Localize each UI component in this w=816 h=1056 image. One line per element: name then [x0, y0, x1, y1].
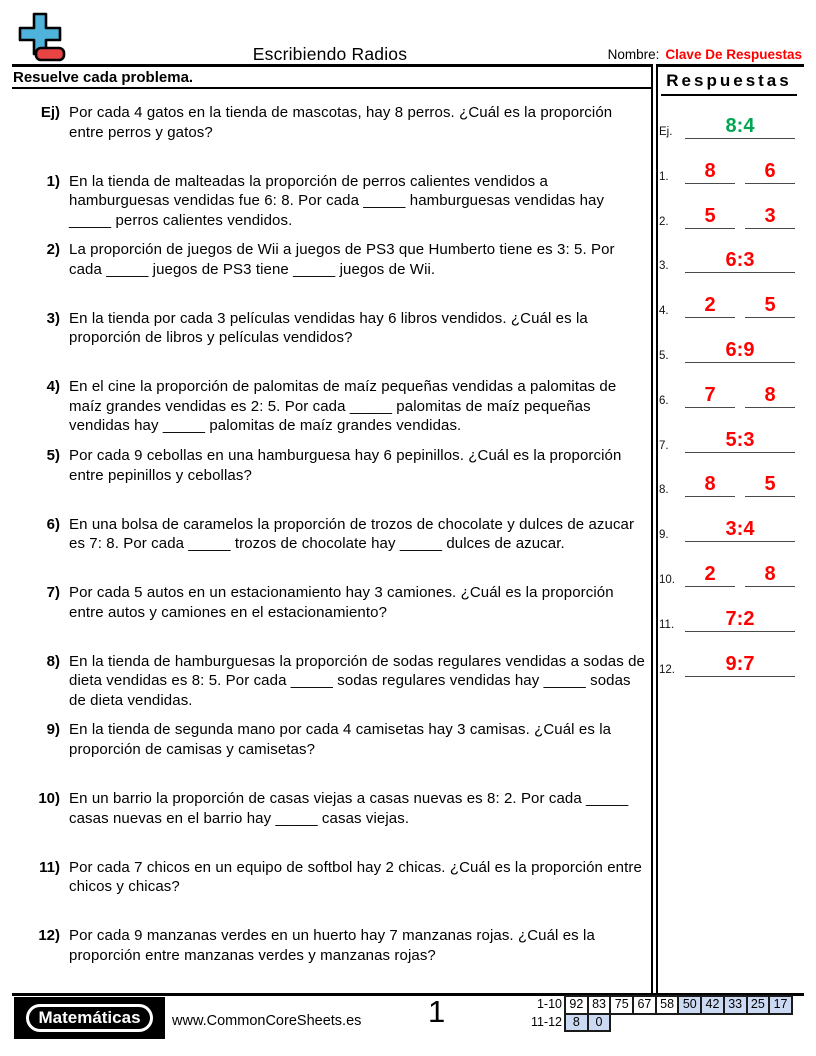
- answer-label: 6.: [659, 394, 669, 407]
- answer-label: Ej.: [659, 126, 673, 138]
- matematicas-logo: [14, 997, 165, 1039]
- answer-value: 5: [764, 473, 776, 496]
- score-cell: 33: [723, 995, 748, 1015]
- score-row: [522, 1013, 793, 1033]
- answer-value: 2: [704, 294, 716, 317]
- problem-number: 8): [46, 652, 60, 670]
- problem-7: [26, 583, 651, 622]
- page-number: 1: [428, 994, 446, 1029]
- score-cell: 8: [564, 1013, 589, 1033]
- answer-item-9: [656, 518, 812, 542]
- score-cell: 0: [587, 1013, 612, 1033]
- answer-value: 6:3: [725, 249, 755, 272]
- problem-number: 5): [46, 447, 60, 464]
- answer-item-11: [656, 608, 812, 632]
- answer-value: 3:4: [725, 518, 755, 541]
- answer-blank: [685, 384, 735, 408]
- answer-value: 5: [764, 294, 776, 317]
- answer-key-label: Clave De Respuestas: [665, 47, 802, 62]
- answer-value: 8: [764, 383, 776, 406]
- answer-blank: [745, 473, 795, 497]
- problem-6: [26, 515, 651, 554]
- problem-text: En la tienda de malteadas la proporción de perros calientes vendidos a hamburguesas vendidas fue 6: 8. Por cada _____ hamburguesas vendidas hay _____ perros calientes vendidos.: [69, 172, 605, 229]
- score-row-label: 11-12: [530, 1014, 562, 1029]
- problem-4: [26, 377, 651, 436]
- answer-blank: [745, 294, 795, 318]
- problem-10: [26, 789, 651, 828]
- instruction-rule: [12, 87, 653, 89]
- answer-label: 1.: [659, 170, 669, 183]
- answer-label: 12.: [659, 663, 675, 676]
- score-cell: 50: [677, 995, 702, 1015]
- score-cell: 25: [746, 995, 771, 1015]
- problem-number: 7): [46, 584, 60, 602]
- plus-minus-logo-icon: [14, 12, 66, 64]
- problem-number: 3): [46, 309, 60, 327]
- answer-blank: [685, 249, 795, 273]
- problem-12: [26, 926, 651, 965]
- page-title: Escribiendo Radios: [252, 44, 408, 64]
- answer-label: 8.: [659, 484, 669, 497]
- answer-item-Ej: [656, 115, 812, 139]
- problem-9: [26, 720, 651, 759]
- answer-blank: [685, 160, 735, 184]
- answer-item-6: [656, 384, 812, 408]
- problem-text: Por cada 9 cebollas en una hamburguesa hay 6 pepinillos. ¿Cuál es la proporción entre pepinillos y cebollas?: [69, 447, 622, 484]
- score-cell: 17: [768, 995, 793, 1015]
- problem-text: Por cada 9 manzanas verdes en un huerto hay 7 manzanas rojas. ¿Cuál es la proporción entre manzanas verdes y manzanas rojas?: [69, 927, 595, 964]
- answer-blank: [745, 563, 795, 587]
- header-rule: [12, 64, 804, 67]
- score-cell: 58: [655, 995, 680, 1015]
- answer-value: 6: [764, 159, 776, 182]
- score-cell: 92: [564, 995, 589, 1015]
- score-cell: 42: [700, 995, 725, 1015]
- problem-3: [26, 309, 651, 348]
- answer-item-5: [656, 339, 812, 363]
- problem-text: En la tienda por cada 3 películas vendidas hay 6 libros vendidos. ¿Cuál es la proporción de libros y películas vendidos?: [69, 309, 588, 347]
- score-table: [522, 995, 793, 1032]
- answer-value: 2: [704, 563, 716, 585]
- score-cell: 75: [609, 995, 634, 1015]
- problem-text: Por cada 7 chicos en un equipo de softbol hay 2 chicas. ¿Cuál es la proporción entre chicos y chicas?: [69, 858, 642, 896]
- answer-item-2: [656, 205, 812, 229]
- answer-item-8: [656, 473, 812, 497]
- answer-blank: [685, 563, 735, 587]
- answer-label: 9.: [659, 529, 669, 542]
- problem-number: Ej): [40, 104, 60, 121]
- answer-label: 4.: [659, 305, 669, 318]
- answer-item-12: [656, 653, 812, 677]
- problem-text: Por cada 5 autos en un estacionamiento hay 3 camiones. ¿Cuál es la proporción entre autos y camiones en el estacionamiento?: [69, 584, 614, 621]
- answer-label: 10.: [659, 574, 675, 586]
- problem-text: La proporción de juegos de Wii a juegos de PS3 que Humberto tiene es 3: 5. Por cada _____ juegos de PS3 tiene _____ juegos de Wii.: [69, 241, 615, 278]
- problem-11: [26, 858, 651, 897]
- answer-label: 11.: [659, 618, 675, 631]
- answer-value: 8: [704, 473, 716, 496]
- answer-blank: [685, 339, 795, 363]
- instruction-text: Resuelve cada problema.: [13, 69, 194, 86]
- answer-value: 8: [764, 563, 776, 585]
- problem-number: 11): [39, 858, 60, 876]
- answer-value: 6:9: [725, 339, 755, 361]
- problem-text: En el cine la proporción de palomitas de maíz pequeñas vendidas a palomitas de maíz grandes vendidas es 2: 5. Por cada _____ palomitas de maíz pequeñas vendidas hay _____ palomitas de maíz grandes vendidas.: [69, 378, 617, 435]
- website-url: www.CommonCoreSheets.es: [172, 1013, 362, 1029]
- answer-value: 7: [704, 383, 716, 406]
- answer-blank: [685, 518, 795, 542]
- score-cell: 83: [587, 995, 612, 1015]
- problem-text: En la tienda de segunda mano por cada 4 camisetas hay 3 camisas. ¿Cuál es la proporción de camisas y camisetas?: [69, 721, 612, 758]
- problem-number: 12): [38, 927, 60, 945]
- answer-value: 7:2: [725, 607, 755, 630]
- answer-value: 8: [704, 159, 716, 182]
- answer-blank: [685, 115, 795, 139]
- answer-value: 5:3: [725, 428, 755, 451]
- problem-2: [26, 240, 651, 279]
- answer-item-3: [656, 249, 812, 273]
- answer-blank: [745, 205, 795, 229]
- answer-item-7: [656, 429, 812, 453]
- answer-value: 9:7: [725, 652, 755, 675]
- answer-item-4: [656, 294, 812, 318]
- answer-blank: [685, 473, 735, 497]
- name-label: Nombre:: [607, 47, 660, 62]
- problem-number: 6): [46, 515, 60, 533]
- problem-1: [26, 172, 651, 231]
- answer-label: 5.: [659, 350, 669, 362]
- problem-5: [26, 446, 651, 485]
- problem-Ej: [26, 103, 651, 142]
- score-cell: 67: [632, 995, 657, 1015]
- problem-number: 1): [46, 172, 60, 190]
- answer-value: 5: [704, 204, 716, 227]
- answer-blank: [745, 384, 795, 408]
- answer-value: 8:4: [725, 115, 755, 137]
- matematicas-logo-text: Matemáticas: [26, 1004, 152, 1032]
- answer-label: 3.: [659, 260, 669, 273]
- problem-number: 10): [38, 790, 60, 807]
- answer-item-1: [656, 160, 812, 184]
- problem-8: [26, 652, 651, 711]
- answer-value: 3: [764, 204, 776, 227]
- answer-item-10: [656, 563, 812, 587]
- answer-label: 7.: [659, 439, 669, 452]
- name-block: [608, 47, 802, 62]
- answer-blank: [685, 608, 795, 632]
- problem-text: En una bolsa de caramelos la proporción de trozos de chocolate y dulces de azucar es 7: 8. Por cada _____ trozos de chocolate hay _____ dulces de azucar.: [69, 515, 635, 553]
- problem-number: 2): [46, 241, 60, 259]
- answer-blank: [685, 294, 735, 318]
- answers-title: Respuestas: [661, 71, 797, 96]
- problem-number: 9): [46, 721, 60, 739]
- score-row-label: 1-10: [536, 997, 562, 1011]
- answer-blank: [685, 653, 795, 677]
- problem-text: En la tienda de hamburguesas la proporción de sodas regulares vendidas a sodas de dieta vendidas es 8: 5. Por cada _____ sodas regulares vendidas hay _____ sodas de dieta vendidas.: [69, 652, 645, 709]
- problem-number: 4): [46, 378, 60, 396]
- answer-label: 2.: [659, 215, 669, 228]
- problem-text: Por cada 4 gatos en la tienda de mascotas, hay 8 perros. ¿Cuál es la proporción entre perros y gatos?: [69, 104, 613, 141]
- answer-blank: [685, 429, 795, 453]
- answer-blank: [745, 160, 795, 184]
- problem-text: En un barrio la proporción de casas viejas a casas nuevas es 8: 2. Por cada _____ casas nuevas en el barrio hay _____ casas viejas.: [69, 790, 629, 827]
- answer-blank: [685, 205, 735, 229]
